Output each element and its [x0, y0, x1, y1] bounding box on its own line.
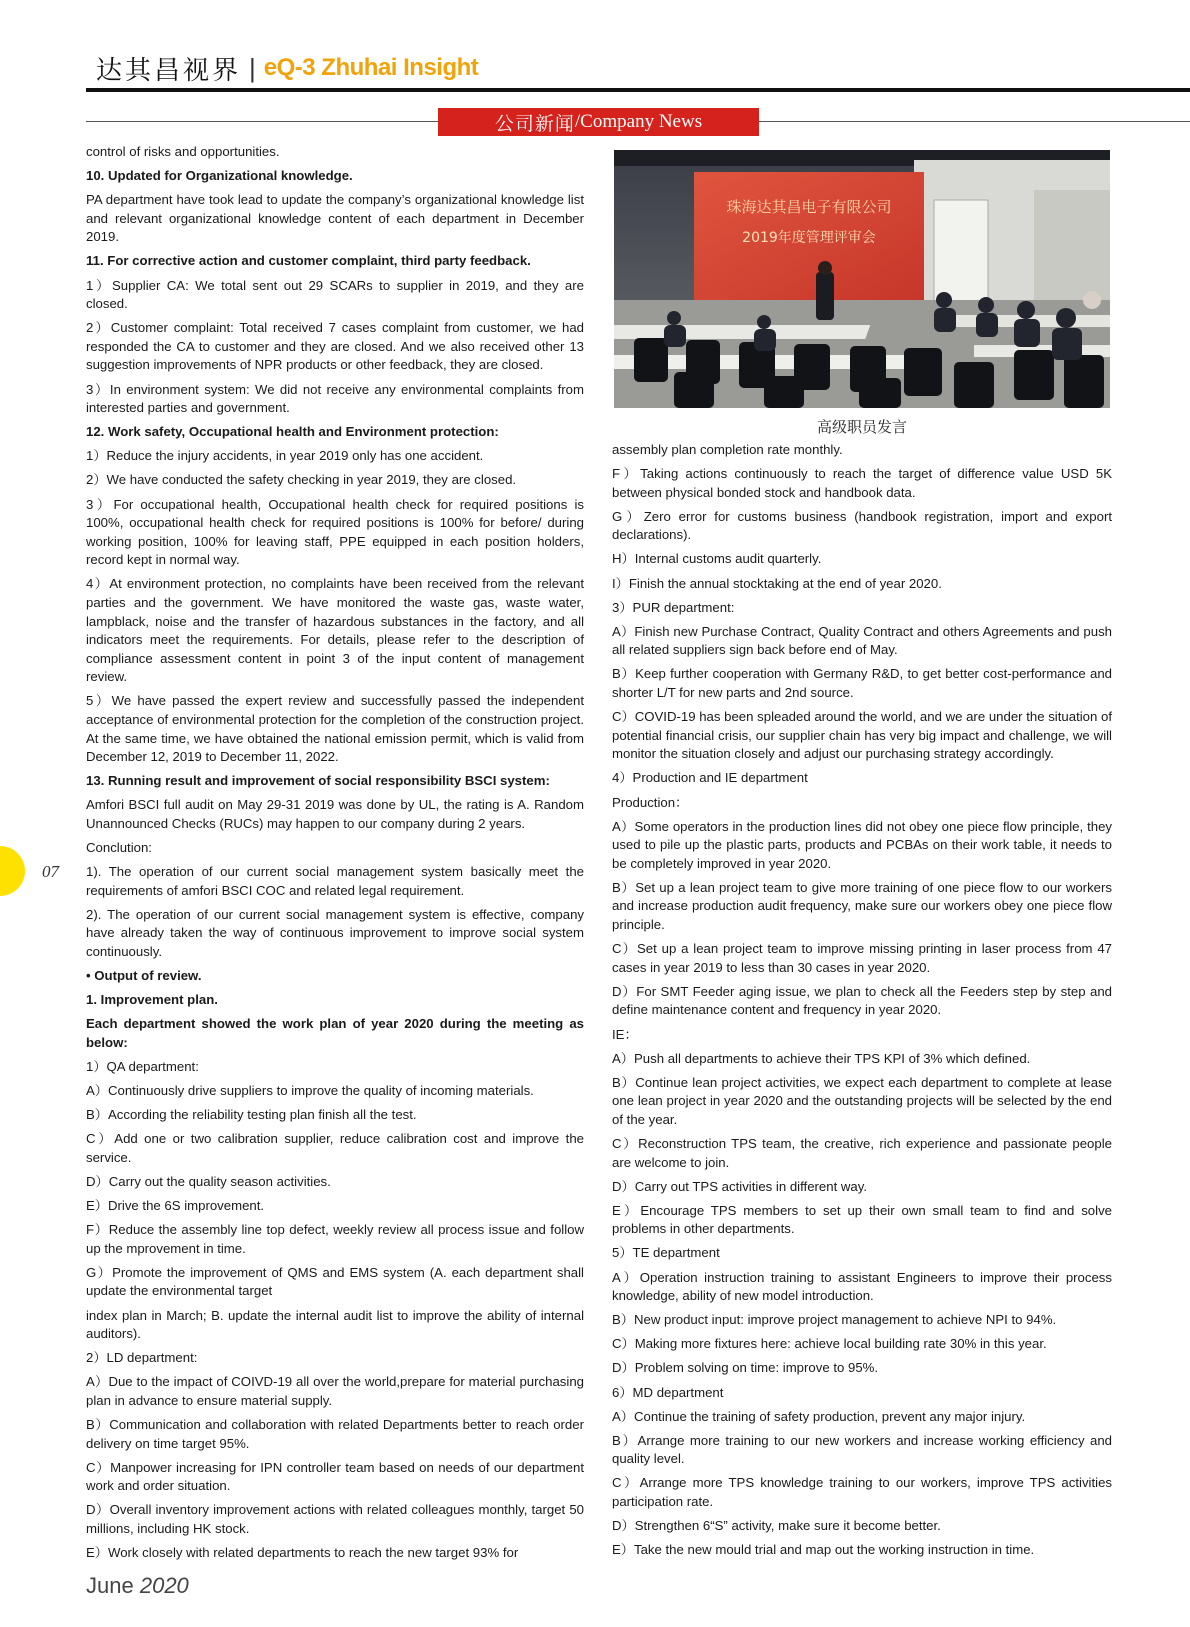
- paragraph: A）Operation instruction training to assistant Engineers to improve their process knowledge, ability of new model introduction.: [612, 1269, 1112, 1304]
- paragraph: 5）TE department: [612, 1245, 720, 1261]
- paragraph: B）New product input: improve project management to achieve NPI to 94%.: [612, 1312, 1057, 1328]
- paragraph: Conclution:: [86, 840, 152, 856]
- magazine-title: [96, 48, 478, 88]
- paragraph: PA department have took lead to update the company’s organizational knowledge list and relevant organizational knowledge content of each department in December 2019.: [86, 192, 584, 245]
- paragraph: control of risks and opportunities.: [86, 144, 280, 159]
- paragraph: D）For SMT Feeder aging issue, we plan to check all the Feeders step by step and define maintenance content and frequency in year 2020.: [612, 983, 1112, 1018]
- paragraph: Each department showed the work plan of year 2020 during the meeting as below:: [86, 1016, 584, 1050]
- right-text-column: [612, 441, 1112, 1565]
- issue-year: 2020: [139, 1573, 189, 1598]
- paragraph: 3）For occupational health, Occupational health check for required positions is 100%, occupational health check for required positions is 100% for before/ during working position, 100% for leaving staff, PPE equipped in each position holders, record kept in normal way.: [86, 496, 584, 568]
- issue-date: [86, 1573, 189, 1599]
- paragraph: C）Arrange more TPS knowledge training to our workers, improve TPS activities participation rate.: [612, 1475, 1112, 1509]
- paragraph: F）Taking actions continuously to reach the target of difference value USD 5K between physical bonded stock and handbook data.: [612, 466, 1112, 500]
- paragraph: H）Internal customs audit quarterly.: [612, 551, 822, 567]
- meeting-photo: [614, 150, 1110, 408]
- paragraph: 1）QA department:: [86, 1059, 199, 1075]
- paragraph: A）Continuously drive suppliers to improve the quality of incoming materials.: [86, 1083, 534, 1099]
- paragraph: C）Add one or two calibration supplier, reduce calibration cost and improve the service.: [86, 1131, 584, 1165]
- paragraph: B）Communication and collaboration with related Departments better to reach order delivery on time target 95%.: [86, 1417, 584, 1451]
- paragraph: C）COVID-19 has been spleaded around the world, and we are under the situation of potential financial crisis, our supplier chain has very big impact and challenge, we will monitor the situation closely and adjust our purchasing strategy accordingly.: [612, 709, 1112, 762]
- paragraph: D）Strengthen 6“S” activity, make sure it become better.: [612, 1518, 941, 1534]
- paragraph: Amfori BSCI full audit on May 29-31 2019 was done by UL, the rating is A. Random Unannounced Checks (RUCs) may happen to our company during 2 years.: [86, 797, 584, 831]
- paragraph: E）Take the new mould trial and map out the working instruction in time.: [612, 1542, 1035, 1558]
- page-number-dot: [0, 846, 25, 896]
- paragraph: 1）Reduce the injury accidents, in year 2019 only has one accident.: [86, 448, 484, 464]
- paragraph: index plan in March; B. update the internal audit list to improve the ability of internal auditors).: [86, 1307, 584, 1342]
- paragraph: G）Zero error for customs business (handbook registration, import and export declarations).: [612, 508, 1112, 543]
- paragraph: A）Some operators in the production lines did not obey one piece flow principle, they used to pile up the plastic parts, products and PCBAs on their work table, it needs to be completely improved in year 2020.: [612, 818, 1112, 871]
- page-number: 07: [42, 862, 59, 881]
- paragraph: 2）Customer complaint: Total received 7 cases complaint from customer, we had responded the CA to customer and they are closed. And we also received other 13 suggestion improvements of NPR products or other feedback, they are closed.: [86, 320, 584, 373]
- header-rule: [86, 88, 1190, 92]
- paragraph: 3）PUR department:: [612, 599, 735, 615]
- section-banner-en: /Company News: [574, 111, 703, 132]
- issue-month: June: [86, 1573, 134, 1598]
- paragraph: 5）We have passed the expert review and successfully passed the independent acceptance of environmental protection for the completion of the construction project. At the same time, we have obtained the national emission permit, which is valid from December 12, 2019 to December 11, 2022.: [86, 693, 584, 765]
- paragraph: 6）MD department: [612, 1384, 724, 1400]
- paragraph: A）Finish new Purchase Contract, Quality Contract and others Agreements and push all related suppliers sign back before end of May.: [612, 623, 1112, 658]
- paragraph: 2）We have conducted the safety checking in year 2019, they are closed.: [86, 472, 517, 488]
- paragraph: 4）Production and IE department: [612, 770, 808, 786]
- screen-text-line1: 珠海达其昌电子有限公司: [726, 198, 892, 216]
- paragraph: 4）At environment protection, no complaints have been received from the relevant parties and the government. We have monitored the waste gas, waste water, lampblack, noise and the transfer of hazardous substances in the factory, and all indicators meet the requirements. For details, please refer to the description of compliance assessment content in point 3 of the input content of management review.: [86, 576, 584, 685]
- paragraph: G）Promote the improvement of QMS and EMS system (A. each department shall update the environmental target: [86, 1264, 584, 1299]
- paragraph: 2). The operation of our current social management system is effective, company have already taken the way of continuous improvement to improve social system continuously.: [86, 906, 584, 960]
- paragraph: 1. Improvement plan.: [86, 992, 218, 1008]
- section-banner: [438, 108, 759, 136]
- paragraph: assembly plan completion rate monthly.: [612, 442, 843, 457]
- paragraph: 2）LD department:: [86, 1350, 198, 1366]
- paragraph: 1). The operation of our current social management system basically meet the requirements of amfori BSCI COC and related legal requirement.: [86, 864, 584, 898]
- paragraph: E）Work closely with related departments to reach the new target 93% for: [86, 1545, 519, 1561]
- paragraph: B）Keep further cooperation with Germany R&D, to get better cost-performance and shorter L/T for new parts and 2nd source.: [612, 666, 1112, 701]
- paragraph: D）Overall inventory improvement actions with related colleagues monthly, target 50 millions, including HK stock.: [86, 1502, 584, 1536]
- paragraph: C）Making more fixtures here: achieve local building rate 30% in this year.: [612, 1336, 1047, 1352]
- paragraph: B）Arrange more training to our new workers and increase working efficiency and quality level.: [612, 1432, 1112, 1467]
- screen-text-line2: 2019年度管理评审会: [742, 230, 876, 246]
- paragraph: A）Continue the training of safety production, prevent any major injury.: [612, 1408, 1026, 1424]
- paragraph: B）According the reliability testing plan finish all the test.: [86, 1107, 417, 1123]
- paragraph: E）Drive the 6S improvement.: [86, 1198, 265, 1214]
- section-banner-cn: 公司新闻: [494, 112, 575, 135]
- paragraph: C）Set up a lean project team to improve missing printing in laser process from 47 cases in year 2019 to less than 30 cases in year 2020.: [612, 941, 1112, 975]
- paragraph: B）Set up a lean project team to give more training of one piece flow to our workers and increase production audit frequency, make sure our workers obey one piece flow principle.: [612, 879, 1112, 933]
- paragraph: 11. For corrective action and customer complaint, third party feedback.: [86, 253, 531, 269]
- paragraph: B）Continue lean project activities, we expect each department to complete at lease one lean project in year 2020 and the outstanding projects will be selected by the end of the year.: [612, 1074, 1112, 1127]
- paragraph: C）Reconstruction TPS team, the creative, rich experience and passionate people are welcome to join.: [612, 1136, 1112, 1170]
- paragraph: C）Manpower increasing for IPN controller team based on needs of our department work and order situation.: [86, 1459, 584, 1494]
- paragraph: 3）In environment system: We did not receive any environmental complaints from interested parties and government.: [86, 381, 584, 416]
- paragraph: 10. Updated for Organizational knowledge.: [86, 168, 353, 184]
- meeting-photo-illustration: [614, 150, 1110, 408]
- left-text-column: [86, 143, 584, 1568]
- magazine-title-cn: 达其昌视界: [96, 55, 242, 86]
- paragraph: Production：: [612, 794, 689, 810]
- paragraph: D）Carry out the quality season activities.: [86, 1174, 331, 1189]
- paragraph: 12. Work safety, Occupational health and Environment protection:: [86, 424, 499, 440]
- paragraph: A）Due to the impact of COIVD-19 all over the world,prepare for material purchasing plan in advance to ensure material supply.: [86, 1374, 584, 1408]
- magazine-title-en: eQ-3 Zhuhai Insight: [263, 54, 479, 81]
- title-separator: |: [249, 52, 256, 83]
- paragraph: • Output of review.: [86, 968, 202, 984]
- paragraph: A）Push all departments to achieve their TPS KPI of 3% which defined.: [612, 1050, 1031, 1066]
- photo-caption: 高级职员发言: [816, 418, 907, 436]
- paragraph: E）Encourage TPS members to set up their own small team to find and solve problems in other departments.: [612, 1202, 1112, 1237]
- paragraph: I）Finish the annual stocktaking at the end of year 2020.: [612, 575, 942, 591]
- paragraph: D）Problem solving on time: improve to 95%.: [612, 1360, 879, 1376]
- paragraph: F）Reduce the assembly line top defect, weekly review all process issue and follow up the mprovement in time.: [86, 1222, 584, 1256]
- paragraph: IE：: [612, 1026, 638, 1042]
- paragraph: D）Carry out TPS activities in different way.: [612, 1178, 868, 1194]
- paragraph: 1）Supplier CA: We total sent out 29 SCARs to supplier in 2019, and they are closed.: [86, 277, 584, 312]
- paragraph: 13. Running result and improvement of social responsibility BSCI system:: [86, 773, 550, 789]
